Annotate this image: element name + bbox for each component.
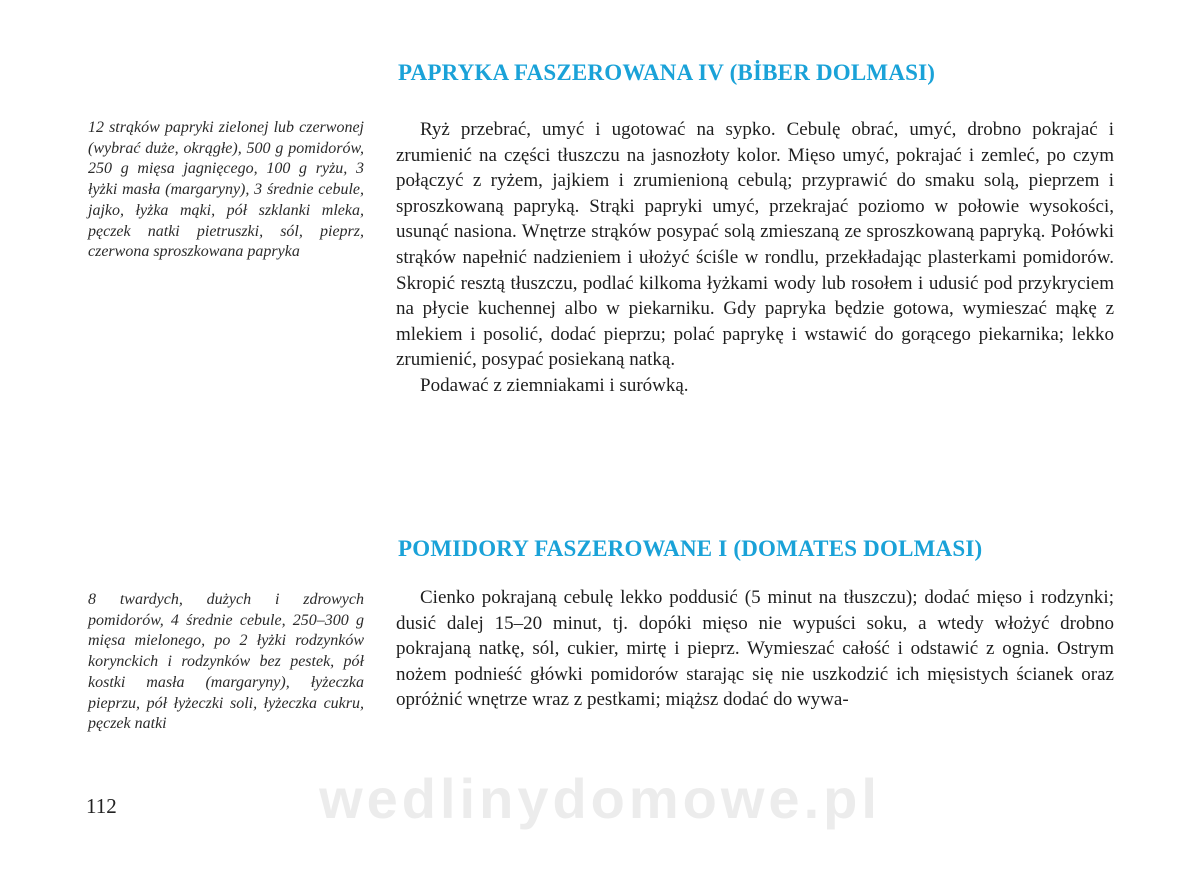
method-paragraph: Podawać z ziemniakami i surówką.: [420, 374, 689, 396]
method-papryka: [396, 117, 1114, 399]
method-paragraph: Ryż przebrać, umyć i ugotować na sypko. Cebulę obrać, umyć, drobno pokrajać i zrumienić na części tłuszczu na jasnozłoty kolor. Mięso umyć, pokrajać i zemleć, po czym połączyć z ryżem, jajkiem i zrumienioną cebulą; przyprawić do smaku solą, pieprzem i sproszkowaną papryką. Strąki papryki umyć, przekrajać poziomo w połowie wysokości, usunąć nasiona. Wnętrze strąków posypać solą zmieszaną ze sproszkowaną papryką. Połówki strąków napełnić nadzieniem i ułożyć ściśle w rondlu, przekładając plasterkami pomidorów. Skropić resztą tłuszczu, podlać kilkoma łyżkami wody lub rosołem i udusić pod przykryciem na płycie kuchennej albo w piekarniku. Gdy papryka będzie gotowa, wymieszać mąkę z mlekiem i posolić, dodać pieprzu; polać paprykę i wstawić do gorącego piekarnika; lekko zrumienić, posypać posiekaną natką.: [396, 119, 1114, 371]
recipe-title-papryka: PAPRYKA FASZEROWANA IV (BİBER DOLMASI): [398, 60, 936, 85]
watermark-text: wedlinydomowe.pl: [319, 767, 881, 830]
recipe-title-pomidory: POMIDORY FASZEROWANE I (DOMATES DOLMASI): [398, 536, 983, 561]
ingredients-pomidory: 8 twardych, dużych i zdrowych pomidorów, 4 średnie cebule, 250–300 g mięsa mielonego, po 2 łyżki rodzynków korynckich i rodzynków bez pestek, pół kostki masła (margaryny), łyżeczka pieprzu, pół łyżeczki soli, łyżeczka cukru, pęczek natki: [88, 591, 364, 733]
method-pomidory: [396, 585, 1114, 713]
method-paragraph: Cienko pokrajaną cebulę lekko poddusić (5 minut na tłuszczu); dodać mięso i rodzynki; dusić dalej 15–20 minut, tj. dopóki mięso nie wypuści soku, a wtedy włożyć drobno pokrajaną natkę, sól, cukier, mirtę i pieprz. Wymieszać całość i odstawić z ognia. Ostrym nożem podnieść główki pomidorów starając się nie uszkodzić ich mięsistych ścianek oraz opróżnić wnętrze wraz z pestkami; miąższ dodać do wywa-: [396, 587, 1114, 711]
page-number: 112: [86, 794, 117, 818]
ingredients-papryka: 12 strąków papryki zielonej lub czerwonej (wybrać duże, okrągłe), 500 g pomidorów, 250 g mięsa jagnięcego, 100 g ryżu, 3 łyżki masła (margaryny), 3 średnie cebule, jajko, łyżka mąki, pół szklanki mleka, pęczek natki pietruszki, sól, pieprz, czerwona sproszkowana papryka: [88, 119, 364, 261]
